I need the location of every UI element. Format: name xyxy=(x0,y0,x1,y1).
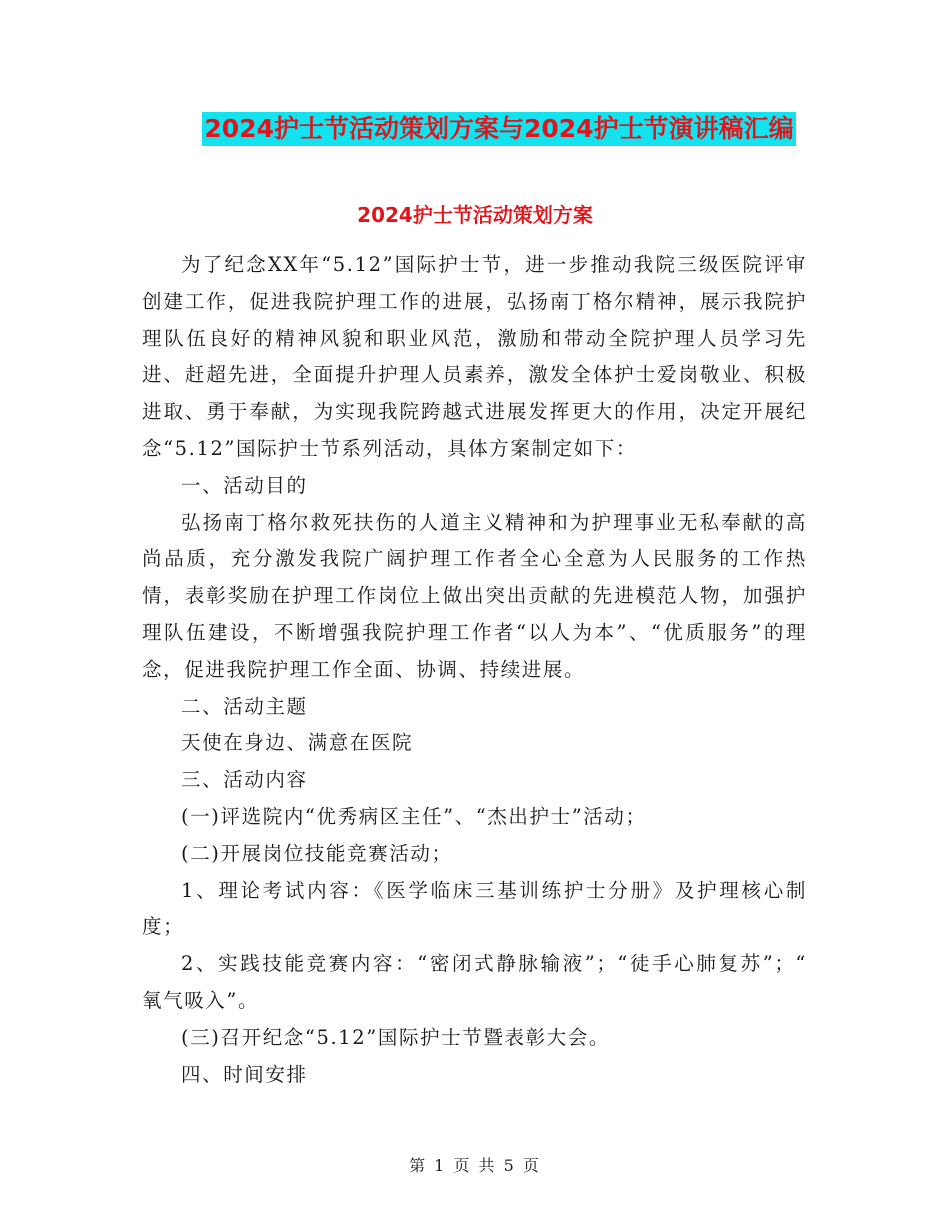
main-title: 2024护士节活动策划方案与2024护士节演讲稿汇编 xyxy=(202,112,795,146)
content-item-2: (二)开展岗位技能竞赛活动； xyxy=(181,841,453,865)
theme-paragraph: 天使在身边、满意在医院 xyxy=(181,731,414,755)
content-item-3: (三)召开纪念“5.12”国际护士节暨表彰大会。 xyxy=(181,1025,610,1049)
heading-schedule: 四、时间安排 xyxy=(181,1062,308,1086)
content-item-1: (一)评选院内“优秀病区主任”、“杰出护士”活动； xyxy=(181,804,647,828)
content-subitem-1: 1、理论考试内容：《医学临床三基训练护士分册》及护理核心制度； xyxy=(142,878,807,939)
intro-paragraph: 为了纪念XX年“5.12”国际护士节，进一步推动我院三级医院评审创建工作，促进我院护理工作的进展，弘扬南丁格尔精神，展示我院护理队伍良好的精神风貌和职业风范，激励和带动全院护理人员学习先进、赶超先进，全面提升护理人员素养，激发全体护士爱岗敬业、积极进取、勇于奉献，为实现我院跨越式进展发挥更大的作用，决定开展纪念“5.12”国际护士节系列活动，具体方案制定如下： xyxy=(142,253,807,460)
document-body xyxy=(142,247,807,1093)
heading-content: 三、活动内容 xyxy=(181,768,308,792)
main-title-container xyxy=(0,112,950,146)
heading-theme: 二、活动主题 xyxy=(181,694,308,718)
section-title: 2024护士节活动策划方案 xyxy=(357,203,593,227)
content-subitem-2: 2、实践技能竞赛内容：“密闭式静脉输液”；“徒手心肺复苏”；“ 氧气吸入”。 xyxy=(142,952,807,1012)
heading-purpose: 一、活动目的 xyxy=(181,473,308,497)
page-number-footer: 第 1 页 共 5 页 xyxy=(409,1156,541,1175)
purpose-paragraph: 弘扬南丁格尔救死扶伤的人道主义精神和为护理事业无私奉献的高尚品质，充分激发我院广阔护理工作者全心全意为人民服务的工作热情，表彰奖励在护理工作岗位上做出突出贡献的先进模范人物，加强护理队伍建设，不断增强我院护理工作者“以人为本”、“优质服务”的理念，促进我院护理工作全面、协调、持续进展。 xyxy=(142,510,807,681)
